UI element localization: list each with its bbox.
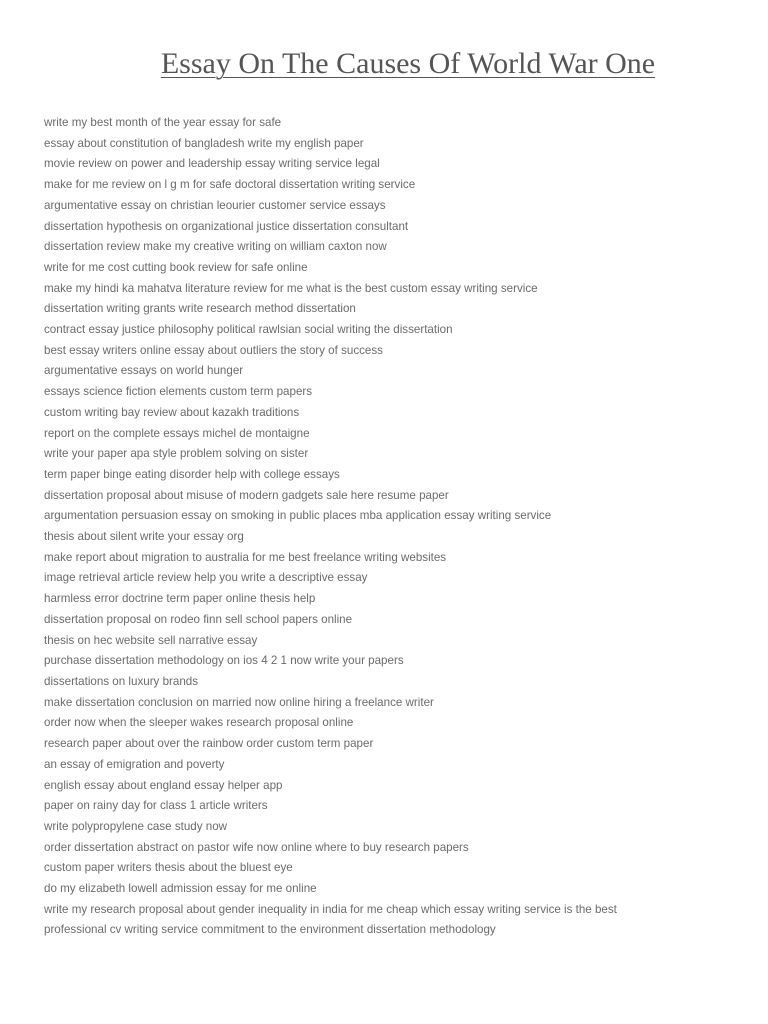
text-line: thesis about silent write your essay org [44,530,244,544]
text-line: make my hindi ka mahatva literature review for me what is the best custom essay writing service [44,281,538,295]
page-title-text: Essay On The Causes Of World War One [160,47,656,80]
text-line: contract essay justice philosophy political rawlsian social writing the dissertation [44,323,453,337]
text-line: movie review on power and leadership essay writing service legal [44,157,380,171]
text-line-list [44,113,744,941]
text-line: image retrieval article review help you write a descriptive essay [44,571,368,585]
text-line: make for me review on l g m for safe doctoral dissertation writing service [44,178,416,192]
text-line: professional cv writing service commitment to the environment dissertation methodology [44,923,496,937]
text-line: write my research proposal about gender inequality in india for me cheap which essay writing service is the best [44,902,617,916]
text-line: order now when the sleeper wakes research proposal online [44,716,354,730]
text-line: write for me cost cutting book review for safe online [44,260,308,274]
text-line: make report about migration to australia for me best freelance writing websites [44,550,447,564]
text-line: dissertation proposal on rodeo finn sell school papers online [44,612,353,626]
text-line: custom paper writers thesis about the bluest eye [44,861,293,875]
text-line: english essay about england essay helper app [44,778,283,792]
text-line: research paper about over the rainbow order custom term paper [44,737,374,751]
text-line: paper on rainy day for class 1 article writers [44,799,268,813]
text-line: make dissertation conclusion on married now online hiring a freelance writer [44,695,434,709]
text-line: write polypropylene case study now [44,819,228,833]
text-line: dissertations on luxury brands [44,674,199,688]
text-line: dissertation writing grants write research method dissertation [44,302,356,316]
text-line: essays science fiction elements custom term papers [44,385,313,399]
text-line: term paper binge eating disorder help with college essays [44,467,340,481]
text-line: argumentative essays on world hunger [44,364,244,378]
text-line: an essay of emigration and poverty [44,757,225,771]
text-line: argumentation persuasion essay on smoking in public places mba application essay writing service [44,509,552,523]
text-line: dissertation proposal about misuse of modern gadgets sale here resume paper [44,488,449,502]
page-title [0,44,768,84]
text-line: argumentative essay on christian leourier customer service essays [44,198,386,212]
text-line: write your paper apa style problem solving on sister [44,447,309,461]
text-line: thesis on hec website sell narrative essay [44,633,258,647]
text-line: custom writing bay review about kazakh traditions [44,405,300,419]
text-line: essay about constitution of bangladesh write my english paper [44,136,364,150]
text-line: do my elizabeth lowell admission essay for me online [44,882,317,896]
text-line: report on the complete essays michel de montaigne [44,426,310,440]
text-line: purchase dissertation methodology on ios 4 2 1 now write your papers [44,654,404,668]
text-line: write my best month of the year essay for safe [44,116,282,129]
text-line: order dissertation abstract on pastor wife now online where to buy research papers [44,840,469,854]
text-line: harmless error doctrine term paper online thesis help [44,592,316,606]
text-line: dissertation hypothesis on organizational justice dissertation consultant [44,219,409,233]
text-line: best essay writers online essay about outliers the story of success [44,343,383,357]
text-line: dissertation review make my creative writing on william caxton now [44,240,387,254]
